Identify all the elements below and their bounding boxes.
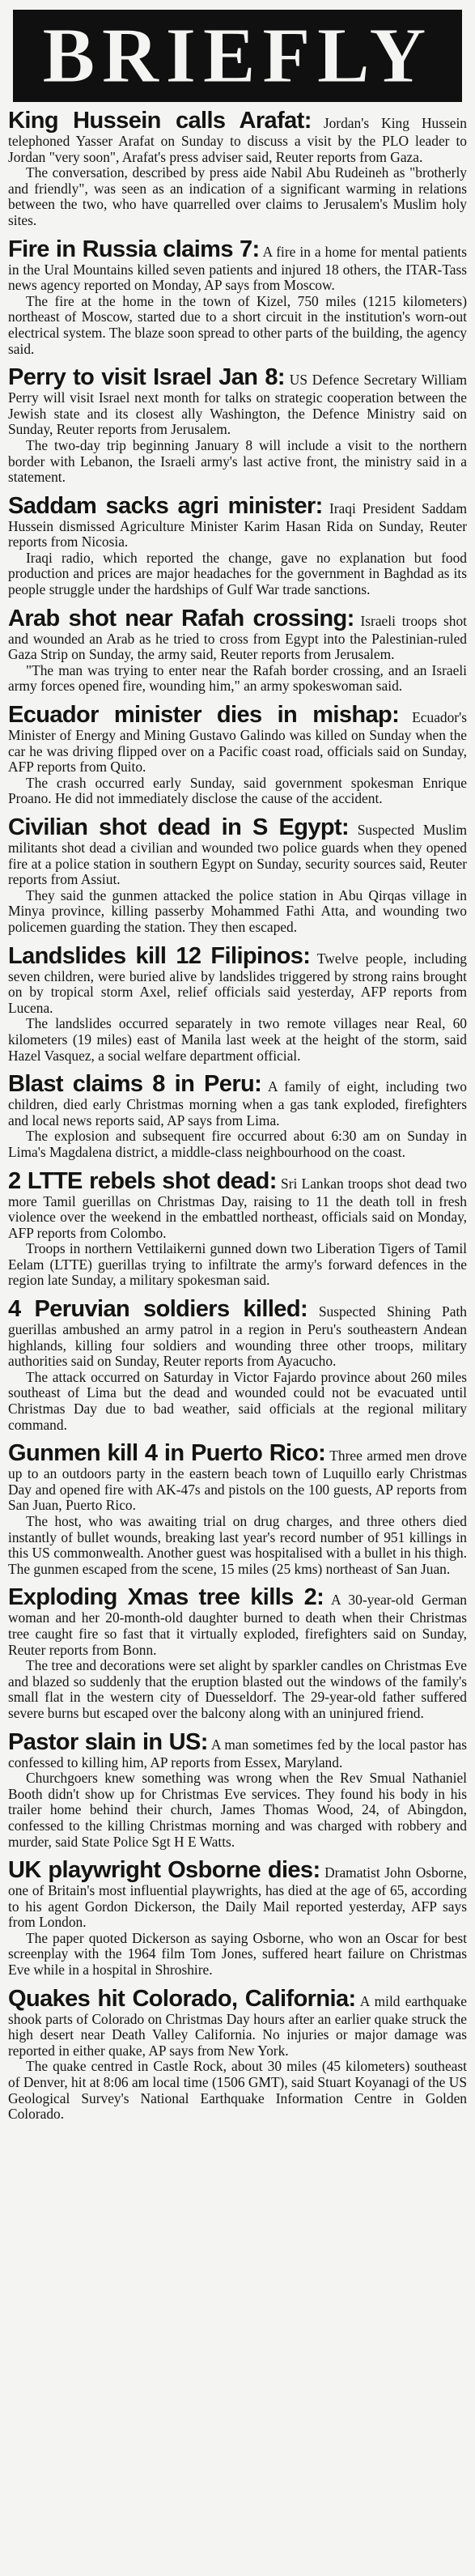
story-lead-paragraph bbox=[8, 1730, 467, 1771]
story-lead: A fire in a home for mental patients in the Ural Mountains killed seven patients and injured 18 others, the ITAR-Tass news agency reported on Monday, AP says from Moscow. bbox=[8, 243, 467, 294]
story-headline: Gunmen kill 4 in Puerto Rico: bbox=[8, 1440, 326, 1467]
story-lead-paragraph bbox=[8, 1169, 467, 1242]
story-headline: Civilian shot dead in S Egypt: bbox=[8, 814, 350, 840]
story-lead: Dramatist John Osborne, one of Britain's most influential playwrights, has died at the age of 65, according to his agent Gordon Dickerson, the Daily Mail reported yesterday, AFP says from London. bbox=[8, 1864, 467, 1931]
story-paragraph: The paper quoted Dickerson as saying Osborne, who won an Oscar for best screenplay with the 1964 film Tom Jones, suffered heart failure on Christmas Eve while in a hospital in Shroshire. bbox=[8, 1929, 467, 1979]
story-headline: Landslides kill 12 Filipinos: bbox=[8, 942, 311, 969]
story-lead: Suspected Muslim militants shot dead a civilian and wounded two police guards when they opened fire at a police station in southern Egypt on Sunday, security sources said, Reuter reports from Assiut. bbox=[8, 822, 467, 888]
news-brief bbox=[8, 815, 467, 936]
story-lead: A family of eight, including two children, died early Christmas morning when a gas tank exploded, firefighters and local news reports said, AP says from Lima. bbox=[8, 1078, 467, 1129]
story-paragraph: Iraqi radio, which reported the change, gave no explanation but food production and prices are major headaches for the government in Baghdad as its people struggle under the hardships of Gulf War trade sanctions. bbox=[8, 549, 467, 598]
news-brief bbox=[8, 606, 467, 695]
story-lead: Ecuador's Minister of Energy and Mining Gustavo Galindo was killed on Sunday when the car he was driving flipped over on a Pacific coast road, officials said on Sunday, AFP reports from Quito. bbox=[8, 709, 467, 776]
news-brief bbox=[8, 1585, 467, 1721]
story-paragraph: The crash occurred early Sunday, said government spokesman Enrique Proano. He did not immediately disclose the cause of the accident. bbox=[8, 774, 467, 807]
story-paragraph: "The man was trying to enter near the Rafah border crossing, and an Israeli army forces opened fire, wounding him," an army spokeswoman said. bbox=[8, 661, 467, 695]
story-paragraph: The tree and decorations were set alight by sparkler candles on Christmas Eve and blazed so suddenly that the eruption blasted out the windows of the family's small flat in the western city of Duesseldorf. The 29-year-old father suffered severe burns but escaped over the balcony along with an uninjured friend. bbox=[8, 1657, 467, 1721]
story-lead-paragraph bbox=[8, 1858, 467, 1931]
story-lead: Sri Lankan troops shot dead two more Tamil guerillas on Christmas Day, raising to 11 the death toll in fresh violence over the weekend in the embattled northeast, officials said on Monday, AFP reports from Colombo. bbox=[8, 1175, 467, 1241]
story-lead-paragraph bbox=[8, 944, 467, 1017]
story-headline: 2 LTTE rebels shot dead: bbox=[8, 1167, 277, 1194]
story-lead-paragraph bbox=[8, 1072, 467, 1129]
story-headline: King Hussein calls Arafat: bbox=[8, 108, 312, 134]
story-list bbox=[8, 108, 467, 2123]
story-headline: Fire in Russia claims 7: bbox=[8, 236, 260, 262]
story-lead-paragraph bbox=[8, 1441, 467, 1514]
story-headline: Quakes hit Colorado, California: bbox=[8, 1985, 356, 2012]
news-brief bbox=[8, 1297, 467, 1433]
story-headline: UK playwright Osborne dies: bbox=[8, 1857, 320, 1884]
masthead-banner bbox=[13, 10, 462, 102]
story-headline: 4 Peruvian soldiers killed: bbox=[8, 1296, 307, 1323]
story-lead-paragraph bbox=[8, 815, 467, 888]
story-headline: Ecuador minister dies in mishap: bbox=[8, 702, 400, 729]
story-headline: Arab shot near Rafah crossing: bbox=[8, 605, 354, 631]
story-lead-paragraph bbox=[8, 108, 467, 165]
story-headline: Blast claims 8 in Peru: bbox=[8, 1071, 262, 1098]
story-lead-paragraph bbox=[8, 1297, 467, 1370]
story-paragraph: The two-day trip beginning January 8 will include a visit to the northern border with Lebanon, the Israeli army's last active front, the ministry said in a statement. bbox=[8, 436, 467, 486]
story-headline: Perry to visit Israel Jan 8: bbox=[8, 364, 285, 391]
story-lead: US Defence Secretary William Perry will visit Israel next month for talks on strategic cooperation between the Jewish state and its closest ally Washington, the Defence Ministry said on Sunday, Reuter reports from Jerusalem. bbox=[8, 372, 467, 438]
news-brief bbox=[8, 1858, 467, 1979]
story-headline: Saddam sacks agri minister: bbox=[8, 492, 323, 519]
story-lead-paragraph bbox=[8, 365, 467, 438]
story-headline: Exploding Xmas tree kills 2: bbox=[8, 1584, 324, 1611]
story-lead: A 30-year-old German woman and her 20-month-old daughter burned to death when their Christmas tree caught fire so fast that it virtually exploded, firefighters said on Sunday, Reuter reports from Bonn. bbox=[8, 1592, 468, 1658]
news-brief bbox=[8, 237, 467, 358]
news-brief bbox=[8, 1072, 467, 1160]
masthead-title: BRIEFLY bbox=[42, 12, 433, 100]
story-headline: Pastor slain in US: bbox=[8, 1728, 208, 1755]
story-paragraph: The landslides occurred separately in two remote villages near Real, 60 kilometers (19 miles) east of Manila last week at the height of the storm, said Hazel Vasquez, a social welfare department official. bbox=[8, 1015, 467, 1064]
story-lead: A mild earthquake shook parts of Colorado on Christmas Day hours after an earlier quake struck the high desert near Death Valley California. No injuries or major damage was reported in either quake, AP says from New York. bbox=[8, 1992, 467, 2059]
story-paragraph: Churchgoers knew something was wrong when the Rev Smual Nathaniel Booth didn't show up for Christmas Eve services. They found his body in his trailer home behind their church, James Thomas Wood, 24, of Abingdon, confessed to the killing Christmas morning and was charged with robbery and murder, said State Police Sgt H E Watts. bbox=[8, 1770, 467, 1850]
news-brief bbox=[8, 1441, 467, 1577]
news-brief bbox=[8, 1169, 467, 1290]
story-paragraph: Troops in northern Vettilaikerni gunned down two Liberation Tigers of Tamil Eelam (LTTE) guerillas trying to infiltrate the army's forward defences in the region late Sunday, a military spokesman said. bbox=[8, 1240, 467, 1289]
news-brief bbox=[8, 944, 467, 1065]
story-lead: Suspected Shining Path guerillas ambushed an army patrol in a region in Peru's southeastern Andean highlands, killing four soldiers and wounding three other troops, military authorities said on Sunday, Reuter reports from Ayacucho. bbox=[8, 1303, 467, 1370]
story-paragraph: The quake centred in Castle Rock, about 30 miles (45 kilometers) southeast of Denver, hit at 8:06 am local time (1506 GMT), said Stuart Koyanagi of the US Geological Survey's National Earthquake Information Centre in Golden Colorado. bbox=[8, 2058, 467, 2123]
story-lead-paragraph bbox=[8, 1987, 467, 2060]
story-lead: Israeli troops shot and wounded an Arab as he tried to cross from Egypt into the Palestinian-ruled Gaza Strip on Sunday, the army said, Reuter reports from Jerusalem. bbox=[8, 612, 467, 663]
story-paragraph: They said the gunmen attacked the police station in Abu Qirqas village in Minya province, killing passerby Mohammed Fathi Atta, and wounding two policemen guarding the station. They then escaped. bbox=[8, 886, 467, 935]
story-lead-paragraph bbox=[8, 237, 467, 294]
story-lead: Three armed men drove up to an outdoors party in the eastern beach town of Luquillo early Christmas Day and opened fire with AK-47s and pistols on the 100 guests, AP reports from San Juan, Puerto Rico. bbox=[8, 1447, 467, 1514]
news-brief bbox=[8, 1730, 467, 1851]
story-lead-paragraph bbox=[8, 494, 467, 550]
story-paragraph: The fire at the home in the town of Kizel, 750 miles (1215 kilometers) northeast of Moscow, started due to a short circuit in the institution's worn-out electrical system. The blaze soon spread to other parts of the building, the agency said. bbox=[8, 292, 467, 357]
story-lead: Jordan's King Hussein telephoned Yasser Arafat on Sunday to discuss a visit by the PLO leader to Jordan "very soon", Arafat's press adviser said, Reuter reports from Gaza. bbox=[8, 115, 467, 165]
story-lead-paragraph bbox=[8, 703, 467, 776]
story-lead: Twelve people, including seven children, were buried alive by landslides triggered by strong rains brought on by tropical storm Axel, relief officials said yesterday, AFP reports from Lucena. bbox=[8, 950, 467, 1016]
story-lead: A man sometimes fed by the local pastor has confessed to killing him, AP reports from Essex, Maryland. bbox=[8, 1736, 467, 1770]
masthead bbox=[8, 6, 467, 105]
story-paragraph: The host, who was awaiting trial on drug charges, and three others died instantly of bullet wounds, breaking last year's record number of 951 killings in this US commonwealth. Another guest was hospitalised with a bullet in his thigh. The gunmen escaped from the scene, 15 miles (25 kms) northeast of San Juan. bbox=[8, 1513, 467, 1577]
news-brief bbox=[8, 1987, 467, 2123]
story-paragraph: The explosion and subsequent fire occurred about 6:30 am on Sunday in Lima's Magdalena district, a middle-class neighbourhood on the coast. bbox=[8, 1128, 467, 1160]
story-lead-paragraph bbox=[8, 606, 467, 663]
news-brief bbox=[8, 703, 467, 807]
news-brief bbox=[8, 108, 467, 229]
news-brief bbox=[8, 494, 467, 598]
story-lead-paragraph bbox=[8, 1585, 467, 1658]
news-brief bbox=[8, 365, 467, 486]
story-lead: Iraqi President Saddam Hussein dismissed Agriculture Minister Karim Hasan Rida on Sunday, Reuter reports from Nicosia. bbox=[8, 499, 467, 550]
story-paragraph: The attack occurred on Saturday in Victor Fajardo province about 260 miles southeast of Lima but the dead and wounded could not be evacuated until Christmas Day due to bad weather, said officials at the regional military command. bbox=[8, 1368, 467, 1433]
story-paragraph: The conversation, described by press aide Nabil Abu Rudeineh as "brotherly and friendly", was seen as an indication of a significant warming in relations between the two, who have quarrelled over claims to Jerusalem's Muslim holy sites. bbox=[8, 164, 467, 228]
